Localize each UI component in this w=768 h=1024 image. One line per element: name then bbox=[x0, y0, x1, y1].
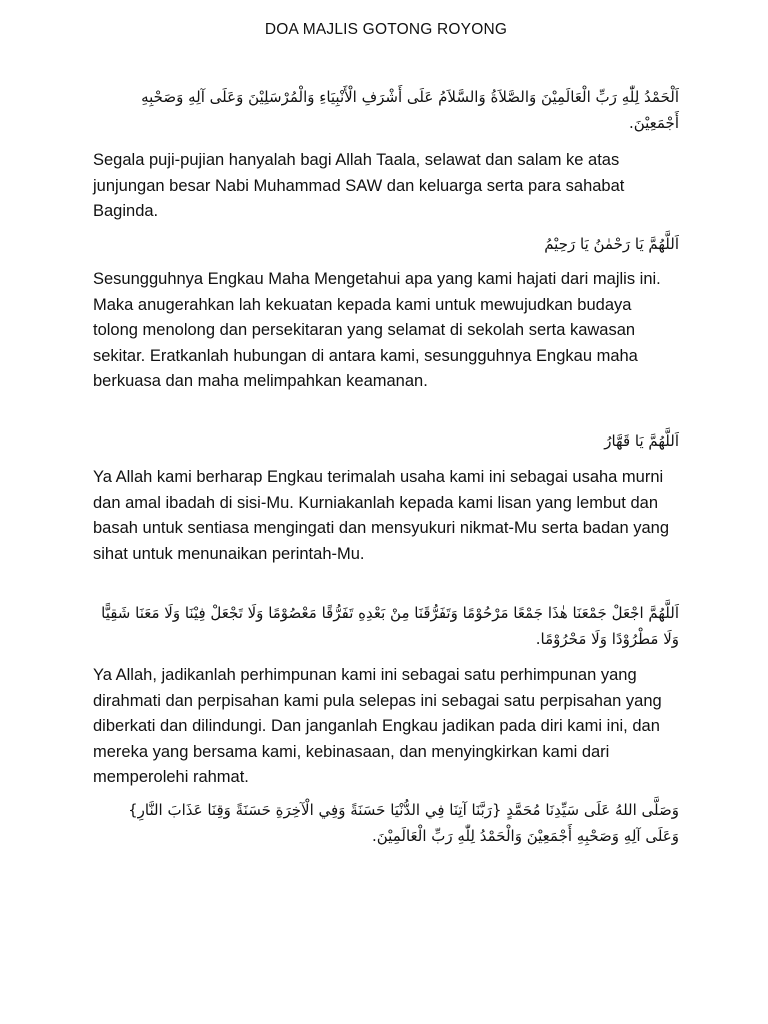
malay-prayer-gathering: Ya Allah, jadikanlah perhimpunan kami ini sebagai satu perhimpunan yang dirahmati dan perpisahan kami pula selepas ini sebagai satu perpisahan yang diberkati dan dilindungi. Dan janganlah Engkau jadikan pada diri kami ini, dan mereka yang bersama kami, kebinasaan, dan menyingkirkan kami dari memperolehi rahmat. bbox=[93, 666, 662, 786]
document-title: DOA MAJLIS GOTONG ROYONG bbox=[264, 21, 508, 38]
malay-prayer-acceptance: Ya Allah kami berharap Engkau terimalah usaha kami ini sebagai usaha murni dan amal ibadah di sisi-Mu. Kurniakanlah kepada kami lisan yang lembut dan basah untuk sentiasa mengingati dan mensyukuri nikmat-Mu serta badan yang sihat untuk menunaikan perintah-Mu. bbox=[93, 468, 670, 563]
arabic-invocation-qahhar: اَللَّهُمَّ يَا قَهَّارُ bbox=[604, 432, 679, 450]
arabic-prayer-gathering: اَللَّهُمَّ اجْعَلْ جَمْعَنَا هٰذَا جَمْعًا مَرْحُوْمًا وَتَفَرُّقَنَا مِنْ بَعْدِهِ تَفَرُّقًا مَعْصُوْمًا وَلَا تَجْعَلْ فِيْنَا وَلَا مَعَنَا شَقِيًّا وَلَا مَطْرُوْدًا وَلَا مَحْرُوْمًا. bbox=[101, 604, 679, 648]
arabic-opening-praise: اَلْحَمْدُ لِلّٰهِ رَبِّ الْعَالَمِيْنَ وَالصَّلاَةُ وَالسَّلاَمُ عَلَى أَشْرَفِ الْأَنْبِيَاءِ وَالْمُرْسَلِيْنَ وَعَلَى آلِهِ وَصَحْبِهِ أَجْمَعِيْنَ. bbox=[141, 88, 679, 132]
document-page bbox=[93, 0, 679, 1024]
arabic-closing-salawat: وَصَلَّى اللهُ عَلَى سَيِّدِنَا مُحَمَّدٍ {رَبَّنَا آتِنَا فِي الدُّنْيَا حَسَنَةً وَفِي الْآخِرَةِ حَسَنَةً وَقِنَا عَذَابَ النَّارِ} وَعَلَى آلِهِ وَصَحْبِهِ أَجْمَعِيْنَ وَالْحَمْدُ لِلّٰهِ رَبِّ الْعَالَمِيْنَ. bbox=[128, 801, 679, 845]
malay-prayer-safety: Sesungguhnya Engkau Maha Mengetahui apa yang kami hajati dari majlis ini. Maka anugerahkan lah kekuatan kepada kami untuk mewujudkan budaya tolong menolong dan persekitaran yang selamat di sekolah serta kawasan sekitar. Eratkanlah hubungan di antara kami, sesungguhnya Engkau maha berkuasa dan maha melimpahkan keamanan. bbox=[93, 270, 661, 390]
arabic-invocation-rahman: اَللَّهُمَّ يَا رَحْمٰنُ يَا رَحِيْمُ bbox=[544, 235, 679, 253]
malay-translation-praise: Segala puji-pujian hanyalah bagi Allah Taala, selawat dan salam ke atas junjungan besar Nabi Muhammad SAW dan keluarga serta para sahabat Baginda. bbox=[93, 151, 625, 220]
